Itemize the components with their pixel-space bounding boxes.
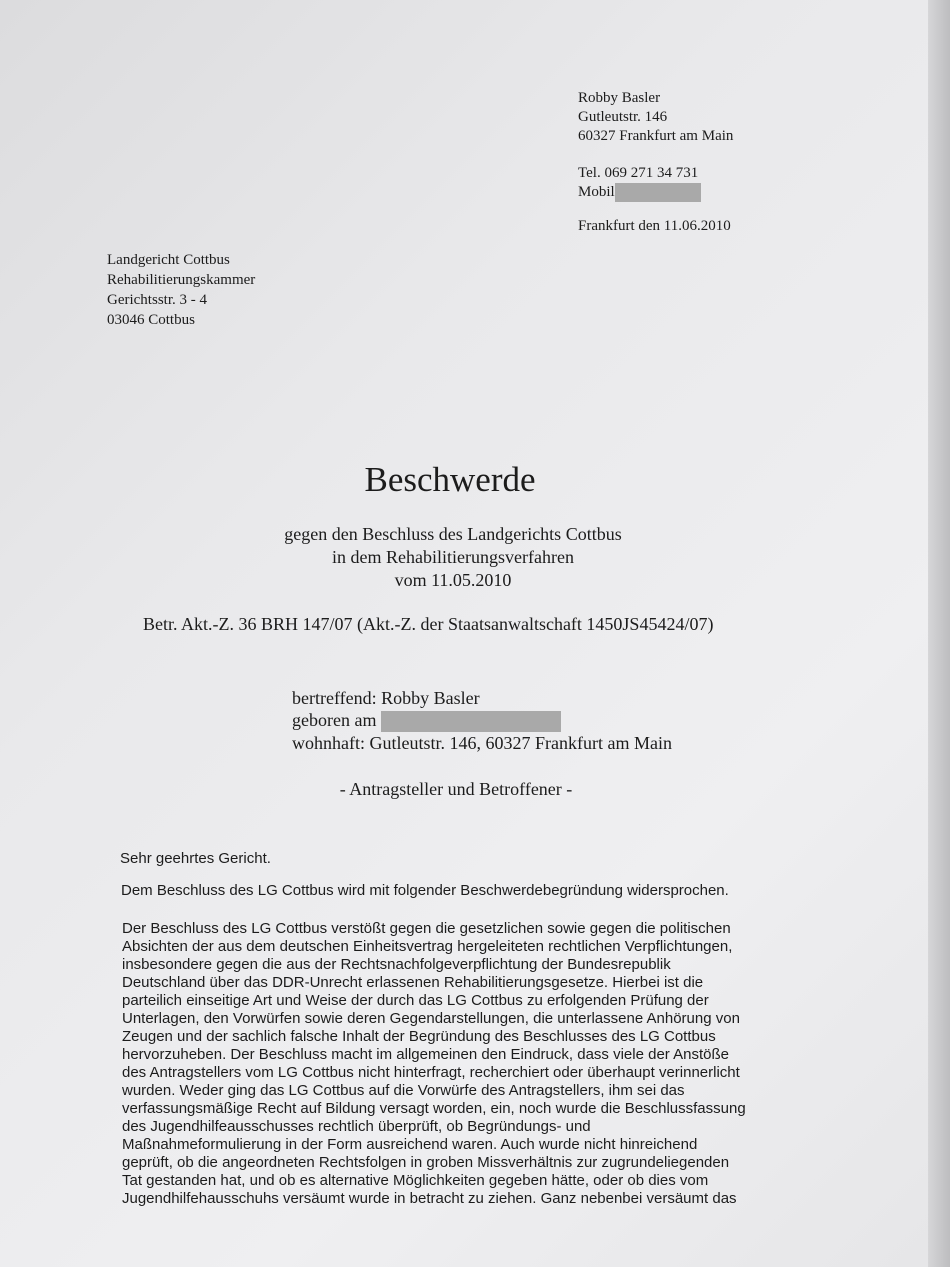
document-title: Beschwerde [364, 460, 536, 499]
residence-line: wohnhaft: Gutleutstr. 146, 60327 Frankfurt am Main [292, 733, 672, 754]
document-subtitle [0, 523, 906, 592]
mobile-redaction [615, 183, 701, 202]
sender-name: Robby Basler [578, 90, 661, 106]
body-line: wurden. Weder ging das LG Cottbus auf die Vorwürfe des Antragstellers, ihm sei das [122, 1082, 685, 1099]
case-reference: Betr. Akt.-Z. 36 BRH 147/07 (Akt.-Z. der Staatsanwaltschaft 1450JS45424/07) [143, 614, 714, 634]
recipient-line: 03046 Cottbus [107, 312, 195, 328]
body-line: Unterlagen, den Vorwürfen sowie deren Gegendarstellungen, die unterlassene Anhörung von [122, 1010, 740, 1027]
concerning-line: bertreffend: Robby Basler [292, 688, 480, 708]
body-line: parteilich einseitige Art und Weise der durch das LG Cottbus zu erfolgenden Prüfung der [122, 992, 709, 1009]
subtitle-line: gegen den Beschluss des Landgerichts Cottbus [284, 524, 622, 544]
party-role: - Antragsteller und Betroffener - [339, 779, 573, 799]
recipient-block [107, 250, 255, 330]
body-line: Deutschland über das DDR-Unrecht erlassenen Rehabilitierungsgesetze. Hierbei ist die [122, 974, 704, 991]
salutation: Sehr geehrtes Gericht. [120, 850, 271, 867]
body-line: hervorzuheben. Der Beschluss macht im allgemeinen den Eindruck, dass viele der Anstöße [122, 1046, 729, 1063]
recipient-line: Gerichtsstr. 3 - 4 [107, 292, 207, 308]
sender-street: Gutleutstr. 146 [578, 109, 668, 125]
body-line: Maßnahmeformulierung in der Form ausreichend waren. Auch wurde nicht hinreichend [122, 1136, 698, 1153]
subtitle-line: vom 11.05.2010 [394, 570, 512, 590]
body-line: Jugendhilfehausschuhs versäumt wurde in betracht zu ziehen. Ganz nebenbei versäumt das [122, 1190, 737, 1207]
mobile-label: Mobil [578, 184, 615, 200]
place-date: Frankfurt den 11.06.2010 [578, 218, 731, 235]
recipient-line: Landgericht Cottbus [107, 252, 230, 268]
born-label: geboren am [292, 710, 377, 730]
sender-phone: Tel. 069 271 34 731 [578, 165, 699, 181]
sender-mobile [578, 183, 733, 202]
body-line: Zeugen und der sachlich falsche Inhalt der Begründung des Beschlusses des LG Cottbus [122, 1028, 716, 1045]
recipient-line: Rehabilitierungskammer [107, 272, 256, 288]
body-line: Tat gestanden hat, und ob es alternative Möglichkeiten gegeben hätte, oder ob dies vom [122, 1172, 709, 1189]
body-line: Der Beschluss des LG Cottbus verstößt gegen die gesetzlichen sowie gegen die politischen [122, 920, 731, 937]
sender-city: 60327 Frankfurt am Main [578, 128, 734, 144]
born-line [292, 709, 672, 732]
body-line: Absichten der aus dem deutschen Einheitsvertrag hergeleiteten rechtlichen Verpflichtungen, [122, 938, 733, 955]
birthdate-redaction [381, 711, 561, 732]
body-paragraph [122, 920, 822, 1208]
sender-block [578, 89, 733, 236]
subtitle-line: in dem Rehabilitierungsverfahren [332, 547, 574, 567]
body-line: verfassungsmäßige Recht auf Bildung versagt worden, ein, noch wurde die Beschlussfassung [122, 1100, 746, 1117]
body-line: des Antragstellers vom LG Cottbus nicht hinterfragt, recherchiert oder überhaupt verinnerlicht [122, 1064, 740, 1081]
body-line: geprüft, ob die angeordneten Rechtsfolgen in groben Missverhältnis zur zugrundeliegenden [122, 1154, 730, 1171]
background-edge [928, 0, 950, 1267]
intro-paragraph: Dem Beschluss des LG Cottbus wird mit folgender Beschwerdebegründung widersprochen. [121, 882, 729, 899]
body-line: insbesondere gegen die aus der Rechtsnachfolgeverpflichtung der Bundesrepublik [122, 956, 671, 973]
person-block [292, 687, 672, 754]
body-line: des Jugendhilfeausschusses rechtlich überprüft, ob Begründungs- und [122, 1118, 591, 1135]
